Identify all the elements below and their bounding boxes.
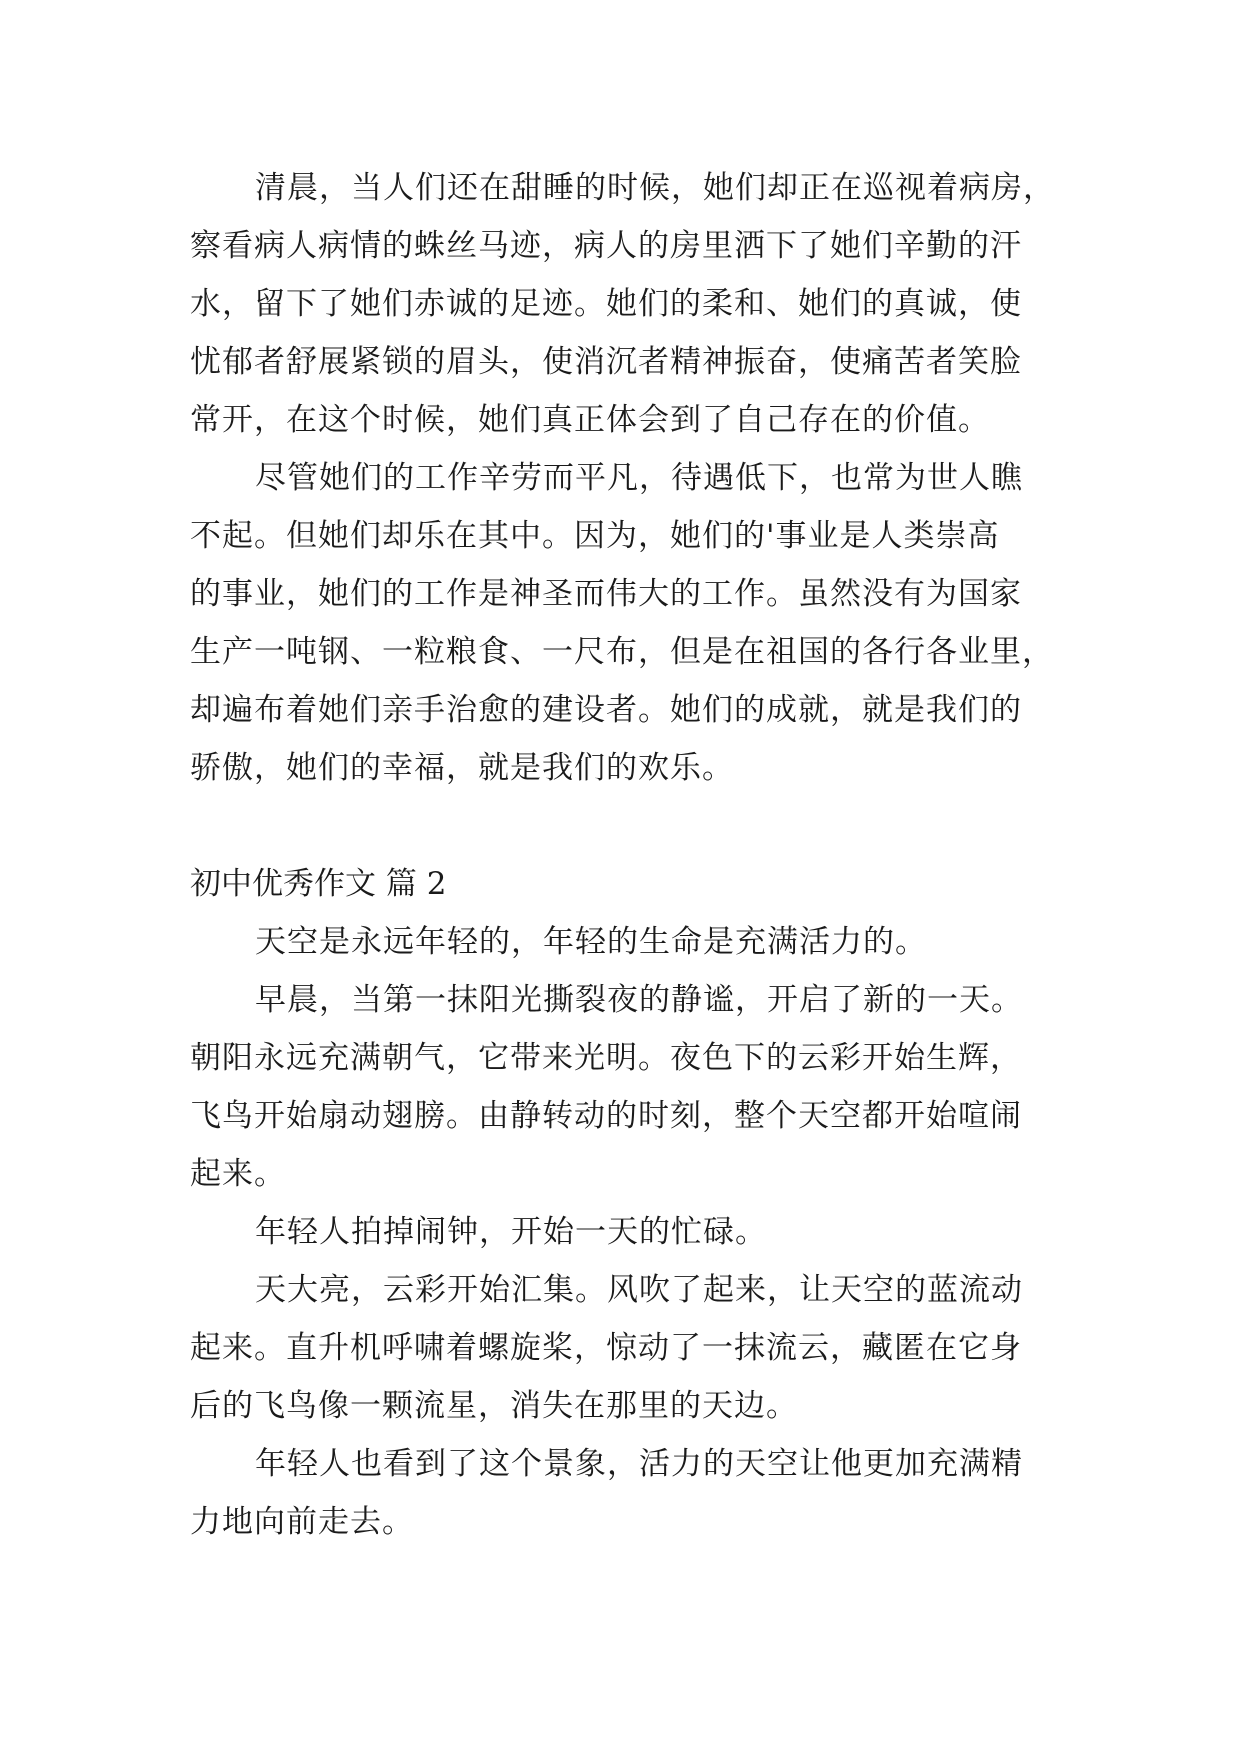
paragraph-line: 骄傲，她们的幸福，就是我们的欢乐。 <box>190 750 734 786</box>
paragraph-line: 清晨，当人们还在甜睡的时候，她们却正在巡视着病房， <box>255 170 1055 206</box>
paragraph-line: 年轻人也看到了这个景象，活力的天空让他更加充满精 <box>255 1446 1023 1482</box>
paragraph-line: 常开，在这个时候，她们真正体会到了自己存在的价值。 <box>190 402 990 438</box>
paragraph-line: 的事业，她们的工作是神圣而伟大的工作。虽然没有为国家 <box>190 576 1022 612</box>
paragraph-line: 察看病人病情的蛛丝马迹，病人的房里洒下了她们辛勤的汗 <box>190 228 1022 264</box>
paragraph-line: 生产一吨钢、一粒粮食、一尺布，但是在祖国的各行各业里， <box>190 634 1054 670</box>
paragraph-line: 尽管她们的工作辛劳而平凡，待遇低下，也常为世人瞧 <box>255 460 1023 496</box>
paragraph-line: 忧郁者舒展紧锁的眉头，使消沉者精神振奋，使痛苦者笑脸 <box>190 344 1022 380</box>
paragraph-line: 起来。 <box>190 1156 286 1192</box>
paragraph-line: 年轻人拍掉闹钟，开始一天的忙碌。 <box>255 1214 767 1250</box>
paragraph-line: 却遍布着她们亲手治愈的建设者。她们的成就，就是我们的 <box>190 692 1022 728</box>
paragraph-line: 朝阳永远充满朝气，它带来光明。夜色下的云彩开始生辉， <box>190 1040 1022 1076</box>
paragraph-line: 早晨，当第一抹阳光撕裂夜的静谧，开启了新的一天。 <box>255 982 1023 1018</box>
paragraph-line: 后的飞鸟像一颗流星，消失在那里的天边。 <box>190 1388 798 1424</box>
paragraph-line: 飞鸟开始扇动翅膀。由静转动的时刻，整个天空都开始喧闹 <box>190 1098 1022 1134</box>
paragraph-line: 水，留下了她们赤诚的足迹。她们的柔和、她们的真诚，使 <box>190 286 1022 322</box>
section-heading: 初中优秀作文 篇 2 <box>190 866 447 902</box>
paragraph-line: 起来。直升机呼啸着螺旋桨，惊动了一抹流云，藏匿在它身 <box>190 1330 1022 1366</box>
paragraph-line: 天大亮，云彩开始汇集。风吹了起来，让天空的蓝流动 <box>255 1272 1023 1308</box>
paragraph-line: 不起。但她们却乐在其中。因为，她们的'事业是人类崇高 <box>190 518 1000 554</box>
paragraph-line: 天空是永远年轻的，年轻的生命是充满活力的。 <box>255 924 927 960</box>
paragraph-line: 力地向前走去。 <box>190 1504 414 1540</box>
